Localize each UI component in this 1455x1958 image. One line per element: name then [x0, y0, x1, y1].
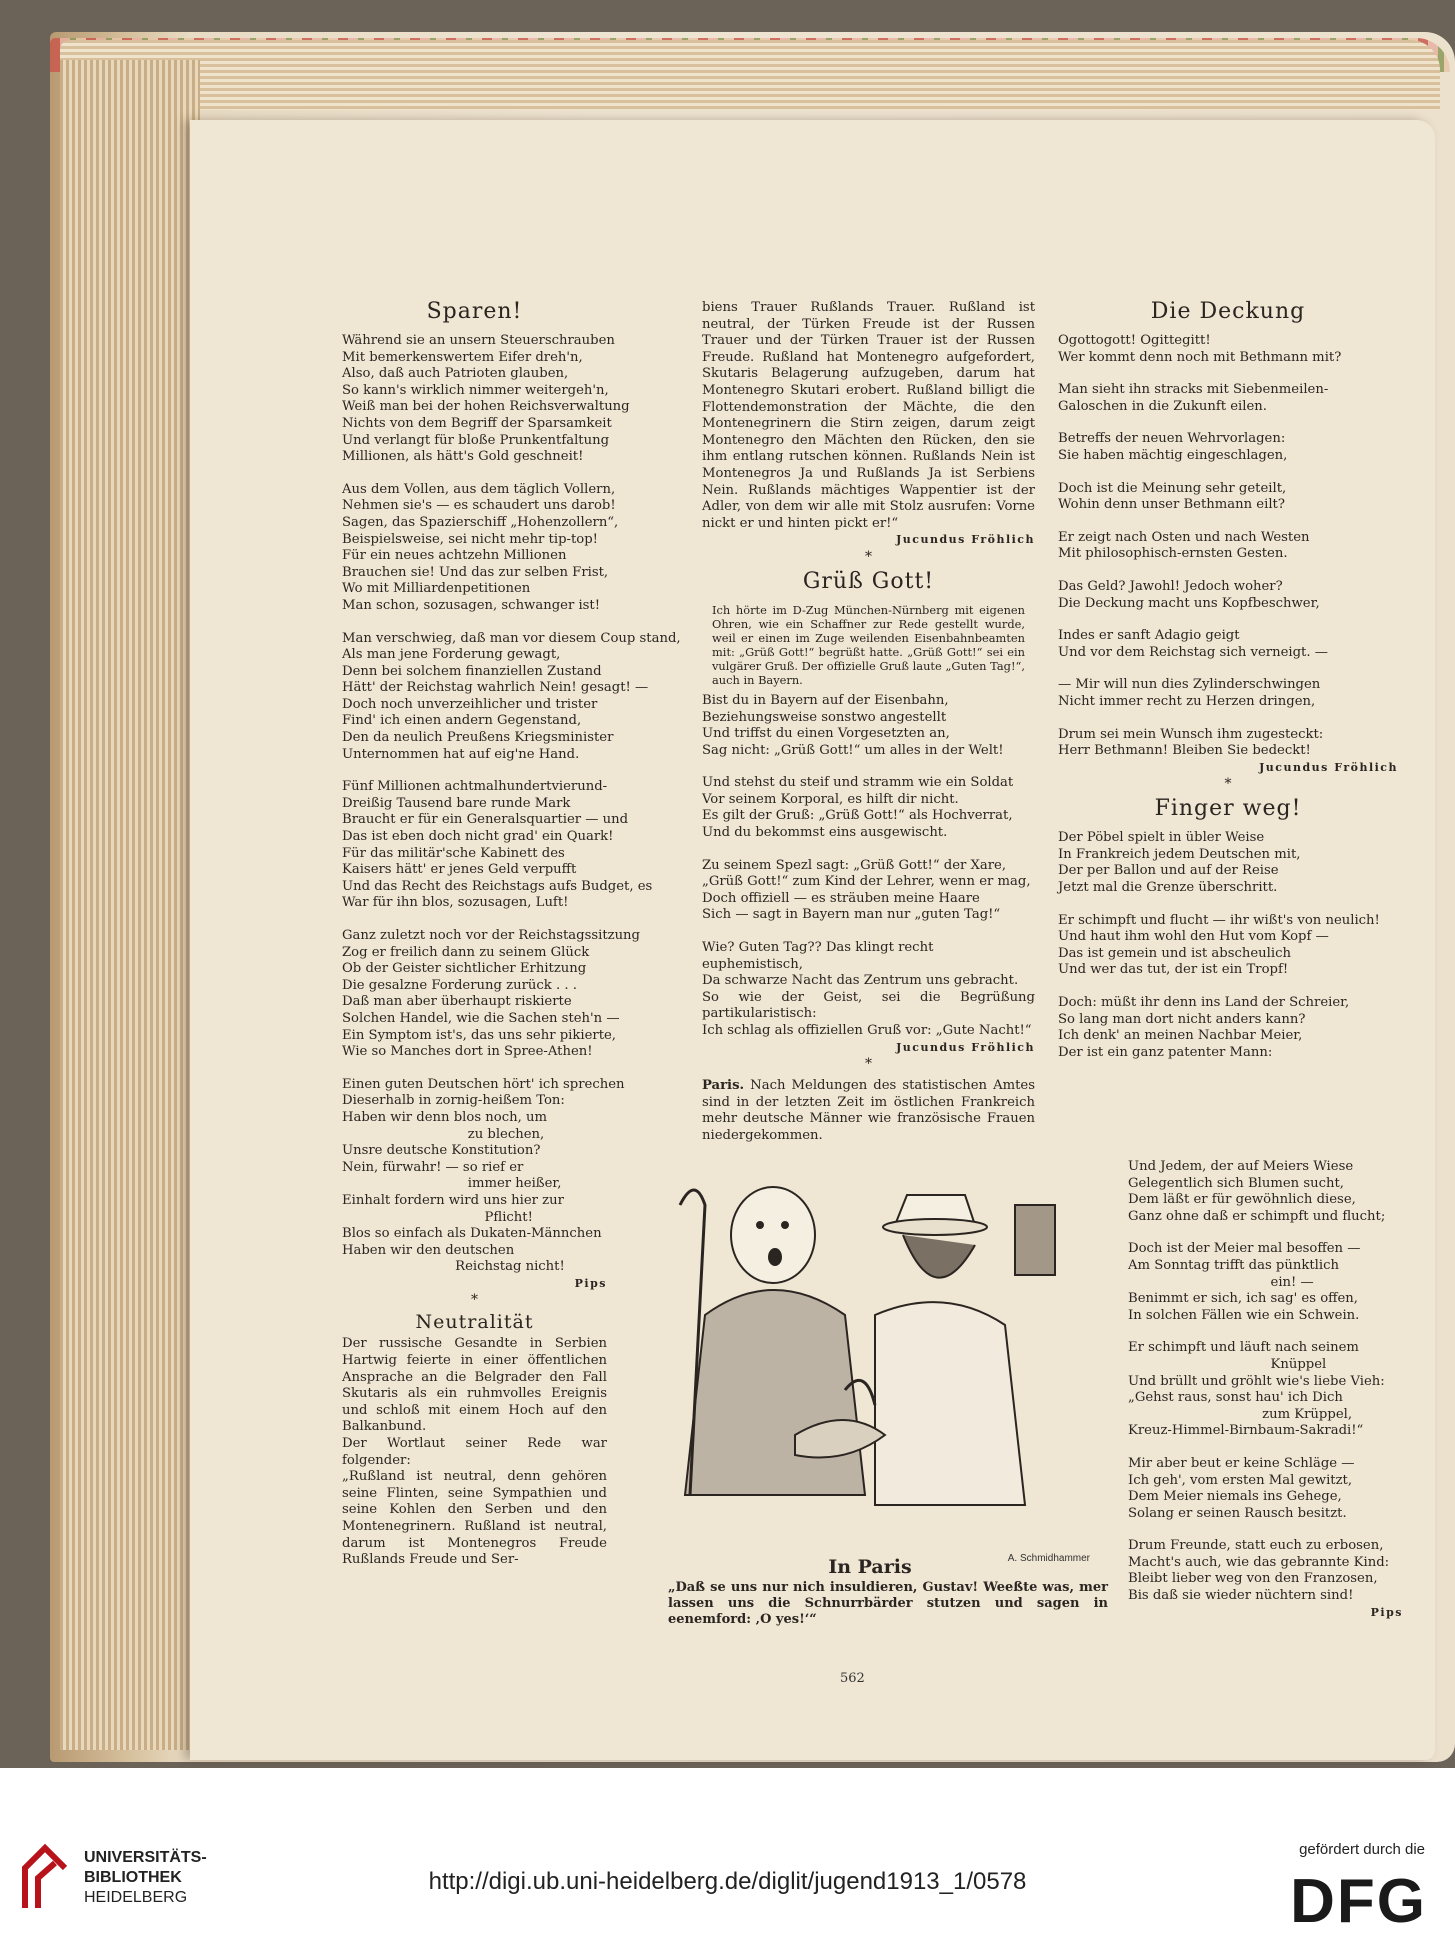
- sparen-line: Nehmen sie's — es schaudert uns darob!: [342, 498, 616, 514]
- finger-weg-line: Solang er seinen Rausch besitzt.: [1128, 1505, 1347, 1521]
- neutralitaet-paragraph: „Rußland ist neutral, denn gehören seine Flinten, seine Sympathien und seine Kohlen den Serben und den Montenegrinern. Rußland ist neutral, darum ist Montenegros Freude Rußlands Freude und Ser-: [342, 1469, 607, 1568]
- stanza-gap: [342, 763, 607, 779]
- cartoon-illustration: [645, 1165, 1100, 1564]
- deckung-line: Das Geld? Jawohl! Jedoch woher?: [1058, 578, 1283, 594]
- finger-weg-line: Mir aber beut er keine Schläge —: [1128, 1455, 1355, 1471]
- deckung-line: Wer kommt denn noch mit Bethmann mit?: [1058, 349, 1342, 365]
- sparen-line: Mit bemerkenswertem Eifer dreh'n,: [342, 349, 583, 365]
- sparen-line: Find' ich einen andern Gegenstand,: [342, 713, 582, 729]
- finger-weg-line: Drum Freunde, statt euch zu erbosen,: [1128, 1538, 1384, 1554]
- poem-title-sparen: Sparen!: [426, 299, 523, 324]
- sparen-line: Millionen, als hätt's Gold geschneit!: [342, 449, 584, 465]
- signature-jucundus-2: Jucundus Fröhlich: [1259, 760, 1398, 774]
- poem-title-finger-weg: Finger weg!: [1154, 796, 1302, 822]
- finger-weg-line: Jetzt mal die Grenze überschritt.: [1058, 880, 1278, 896]
- sparen-line: Wie so Manches dort in Spree-Athen!: [342, 1044, 593, 1060]
- deckung-line: Sie haben mächtig eingeschlagen,: [1058, 447, 1288, 463]
- sparen-line: Haben wir denn blos noch, um: [342, 1109, 547, 1125]
- finger-weg-line: Und wer das tut, der ist ein Tropf!: [1058, 962, 1289, 978]
- gruess-gott-line: Und stehst du steif und stramm wie ein Soldat: [702, 775, 1014, 791]
- deckung-line: — Mir will nun dies Zylinderschwingen: [1058, 677, 1321, 693]
- signature-jucundus: Jucundus Fröhlich: [896, 1040, 1035, 1054]
- separator-star: *: [865, 1056, 872, 1073]
- finger-weg-line: Knüppel: [1128, 1356, 1327, 1372]
- gruess-gott-line: Da schwarze Nacht das Zentrum uns gebracht.: [702, 973, 1019, 989]
- poem-intro: Ich hörte im D-Zug München-Nürnberg mit eigenen Ohren, wie ein Schaffner zur Rede gestellt wurde, weil er einen im Zuge weilenden Eisenbahnbeamten mit: „Grüß Gott!“ begrüßt hatte. „Grüß Gott!“ sei ein vulgärer Gruß. Der offizielle Gruß laute „Guten Tag!“, auch in Bayern.: [712, 602, 1025, 687]
- deckung-line: Man sieht ihn stracks mit Siebenmeilen-: [1058, 382, 1329, 398]
- stanza-gap: [702, 924, 1035, 940]
- gruess-gott-line: Sich — sagt in Bayern man nur „guten Tag!“: [702, 907, 1001, 923]
- stanza-gap: [1058, 415, 1398, 431]
- finger-weg-line: Das ist gemein und ist abscheulich: [1058, 945, 1291, 961]
- stanza-gap: [1128, 1324, 1403, 1340]
- article-continuation: biens Trauer Rußlands Trauer. Rußland ist neutral, der Türken Freude ist der Russen Trauer und der Türken Trauer ist der Russen Freude. Rußland hat Montenegro aufgefordert, Skutaris Belagerung aufzugeben, darum hat Montenegro Skutari erobert. Rußland billigt die Flottendemonstration der Mächte, die den Montenegrinern die Stirn zeigen, darum zeigt Montenegro den Mächten den Rücken, den sie ihm entlang rutschen können. Rußlands Nein ist Montenegros Ja und Rußlands Ja ist Serbiens Nein. Rußlands mächtiges Wappentier ist der Adler, von dem wir alle mit Stolz ausrufen: Vorne nickt er und hinten pickt er!“: [702, 300, 1035, 531]
- poem-finger-weg-part2: [1128, 1159, 1403, 1605]
- paris-heading: Paris.: [702, 1078, 745, 1094]
- source-url-link[interactable]: http://digi.ub.uni-heidelberg.de/diglit/jugend1913_1/0578: [428, 1868, 1027, 1895]
- stanza-gap: [1058, 979, 1398, 995]
- stanza-gap: [1128, 1225, 1403, 1241]
- footer-bar: [0, 1768, 1455, 1958]
- stanza-gap: [1058, 612, 1398, 628]
- sparen-line: Den da neulich Preußens Kriegsminister: [342, 730, 614, 746]
- finger-weg-line: Dem läßt er für gewöhnlich diese,: [1128, 1192, 1356, 1208]
- gruess-gott-line: Beziehungsweise sonstwo angestellt: [702, 709, 947, 725]
- gruess-gott-line: Zu seinem Spezl sagt: „Grüß Gott!“ der Xare,: [702, 857, 1007, 873]
- finger-weg-line: Bleibt lieber weg von den Franzosen,: [1128, 1571, 1378, 1587]
- sparen-line: Sagen, das Spazierschiff „Hohenzollern“,: [342, 514, 619, 530]
- paris-notice: [702, 1078, 1035, 1144]
- gruess-gott-line: Ich schlag als offiziellen Gruß vor: „Gute Nacht!“: [702, 1023, 1032, 1038]
- gruess-gott-line: Doch offiziell — es sträuben meine Haare: [702, 890, 980, 906]
- stanza-gap: [1058, 366, 1398, 382]
- finger-weg-line: Am Sonntag trifft das pünktlich: [1128, 1257, 1339, 1273]
- sparen-line: Also, daß auch Patrioten glauben,: [342, 366, 569, 382]
- separator-star: *: [1224, 776, 1232, 793]
- cartoon-caption: „Daß se uns nur nich insuldieren, Gustav! Weeßte was, mer lassen uns die Schnurrbärder stutzen und sagen in eenemford: ‚O yes!‘“: [668, 1580, 1108, 1627]
- finger-weg-line: „Gehst raus, sonst hau' ich Dich: [1128, 1390, 1343, 1406]
- sparen-line: Unsre deutsche Konstitution?: [342, 1143, 541, 1159]
- gruess-gott-line: Vor seinem Korporal, es hilft dir nicht.: [702, 791, 959, 807]
- finger-weg-line: zum Krüppel,: [1128, 1406, 1353, 1422]
- stanza-gap: [1058, 514, 1398, 530]
- finger-weg-line: So lang man dort nicht anders kann?: [1058, 1011, 1306, 1027]
- paris-text: Nach Meldungen des statistischen Amtes sind in der letzten Zeit im östlichen Frankreich mehr deutsche Männer wie französische Frauen niedergekommen.: [702, 1078, 1035, 1143]
- gruess-gott-line: Wie? Guten Tag?? Das klingt recht: [702, 940, 934, 956]
- sparen-line: Wo mit Milliardenpetitionen: [342, 581, 531, 597]
- sparen-line: Haben wir den deutschen: [342, 1242, 515, 1258]
- sparen-line: Während sie an unsern Steuerschrauben: [342, 333, 615, 348]
- deckung-line: Er zeigt nach Osten und nach Westen: [1058, 529, 1310, 545]
- poem-deckung: [1058, 333, 1398, 760]
- separator-star: *: [865, 548, 872, 565]
- sparen-line: immer heißer,: [342, 1176, 562, 1192]
- sparen-line: Dreißig Tausend bare runde Mark: [342, 795, 571, 811]
- finger-weg-line: Dem Meier niemals ins Gehege,: [1128, 1489, 1342, 1505]
- gruess-gott-line: Bist du in Bayern auf der Eisenbahn,: [702, 692, 949, 708]
- artist-signature: A. Schmidhammer: [1007, 1553, 1090, 1564]
- article-title-neutralitaet: Neutralität: [415, 1311, 534, 1334]
- university-line2: BIBLIOTHEK: [84, 1869, 182, 1886]
- sparen-line: Hätt' der Reichstag wahrlich Nein! gesagt! —: [342, 680, 649, 696]
- sparen-line: Beispielsweise, sei nicht mehr tip-top!: [342, 531, 598, 547]
- sparen-line: Für das militär'sche Kabinett des: [342, 845, 565, 861]
- sparen-line: Zog er freilich dann zu seinem Glück: [342, 944, 590, 960]
- poem-finger-weg-part1: [1058, 830, 1398, 1061]
- page-number: 562: [840, 1671, 865, 1686]
- finger-weg-line: Macht's auch, wie das gebrannte Kind:: [1128, 1554, 1390, 1570]
- sparen-line: Pflicht!: [342, 1209, 533, 1225]
- separator-star: *: [471, 1292, 478, 1309]
- finger-weg-line: Ich denk' an meinen Nachbar Meier,: [1058, 1028, 1303, 1044]
- finger-weg-line: In Frankreich jedem Deutschen mit,: [1058, 846, 1301, 862]
- sparen-line: Doch noch unverzeihlicher und trister: [342, 696, 598, 712]
- finger-weg-line: Ich geh', vom ersten Mal gewitzt,: [1128, 1472, 1353, 1488]
- page-stack-top: [60, 40, 1440, 110]
- stanza-gap: [342, 912, 607, 928]
- cartoon-drawing: [645, 1165, 1100, 1535]
- finger-weg-line: Er schimpft und läuft nach seinem: [1128, 1340, 1359, 1356]
- deckung-line: Und vor dem Reichstag sich verneigt. —: [1058, 644, 1328, 660]
- signature-frido: Jucundus Fröhlich: [896, 533, 1035, 547]
- poem-title-gruess-gott: Grüß Gott!: [802, 568, 935, 594]
- university-line1: UNIVERSITÄTS-: [84, 1849, 207, 1866]
- sparen-line: zu blechen,: [342, 1126, 545, 1142]
- sparen-line: Kaisers hätt' er jenes Geld verpufft: [342, 862, 577, 878]
- stanza-gap: [1058, 897, 1398, 913]
- sparen-line: Solchen Handel, wie die Sachen steh'n —: [342, 1010, 620, 1026]
- sparen-line: Fünf Millionen achtmalhundertvierund-: [342, 779, 608, 795]
- finger-weg-line: Gelegentlich sich Blumen sucht,: [1128, 1175, 1344, 1191]
- finger-weg-line: Und Jedem, der auf Meiers Wiese: [1128, 1159, 1354, 1174]
- sparen-line: Reichstag nicht!: [342, 1259, 565, 1275]
- finger-weg-line: Und haut ihm wohl den Hut vom Kopf —: [1058, 929, 1329, 945]
- gruess-gott-line: euphemistisch,: [702, 956, 803, 972]
- sparen-line: Und verlangt für bloße Prunkentfaltung: [342, 432, 610, 448]
- sparen-line: Man verschwieg, daß man vor diesem Coup stand,: [342, 630, 681, 646]
- gruess-gott-line: Sag nicht: „Grüß Gott!“ um alles in der Welt!: [702, 742, 1004, 758]
- sparen-line: Man schon, sozusagen, schwanger ist!: [342, 597, 601, 613]
- deckung-line: Nicht immer recht zu Herzen dringen,: [1058, 693, 1316, 709]
- deckung-line: Die Deckung macht uns Kopfbeschwer,: [1058, 595, 1320, 611]
- signature-pips: Pips: [574, 1276, 607, 1290]
- column-right-lower: [1128, 1159, 1403, 1621]
- gruess-gott-line: Es gilt der Gruß: „Grüß Gott!“ als Hochverrat,: [702, 808, 1013, 824]
- stanza-gap: [1058, 465, 1398, 481]
- gruess-gott-line: Und du bekommst eins ausgewischt.: [702, 825, 948, 841]
- finger-weg-line: Er schimpft und flucht — ihr wißt's von neulich!: [1058, 912, 1380, 928]
- column-left: [342, 295, 681, 1569]
- stanza-gap: [1128, 1522, 1403, 1538]
- sparen-line: Dieserhalb in zornig-heißem Ton:: [342, 1093, 565, 1109]
- sparen-line: Ob der Geister sichtlicher Erhitzung: [342, 961, 587, 977]
- sparen-line: Nein, fürwahr! — so rief er: [342, 1159, 524, 1175]
- finger-weg-line: Kreuz-Himmel-Birnbaum-Sakradi!“: [1128, 1423, 1364, 1439]
- sparen-line: Ein Symptom ist's, das uns sehr pikierte,: [342, 1027, 617, 1043]
- gruess-gott-line: So wie der Geist, sei die Begrüßung partikularistisch:: [702, 989, 1035, 1022]
- sparen-line: Das ist eben doch nicht grad' ein Quark!: [342, 829, 614, 845]
- sparen-line: Einen guten Deutschen hört' ich sprechen: [342, 1076, 625, 1092]
- funding-note: gefördert durch die: [1299, 1841, 1425, 1858]
- poem-gruess-gott: [702, 693, 1035, 1040]
- poem-sparen: [342, 333, 681, 1276]
- finger-weg-line: Der per Ballon und auf der Reise: [1058, 863, 1279, 879]
- stanza-gap: [342, 615, 607, 631]
- finger-weg-line: In solchen Fällen wie ein Schwein.: [1128, 1307, 1360, 1323]
- sparen-line: Einhalt fordern wird uns hier zur: [342, 1192, 564, 1208]
- stanza-gap: [1058, 563, 1398, 579]
- stanza-gap: [1058, 661, 1398, 677]
- finger-weg-line: Doch: müßt ihr denn ins Land der Schreier,: [1058, 995, 1350, 1011]
- finger-weg-line: Ganz ohne daß er schimpft und flucht;: [1128, 1208, 1386, 1224]
- deckung-line: Indes er sanft Adagio geigt: [1058, 628, 1240, 644]
- finger-weg-line: Doch ist der Meier mal besoffen —: [1128, 1241, 1361, 1257]
- column-middle: [702, 300, 1035, 1145]
- sparen-line: Aus dem Vollen, aus dem täglich Vollern,: [342, 481, 616, 497]
- university-line3: HEIDELBERG: [84, 1889, 188, 1906]
- poem-title-deckung: Die Deckung: [1150, 299, 1306, 324]
- stanza-gap: [702, 842, 1035, 858]
- finger-weg-line: ein! —: [1128, 1274, 1314, 1290]
- deckung-line: Betreffs der neuen Wehrvorlagen:: [1058, 431, 1286, 447]
- deckung-line: Wohin denn unser Bethmann eilt?: [1058, 497, 1285, 513]
- sparen-line: Weiß man bei der hohen Reichsverwaltung: [342, 399, 630, 415]
- deckung-line: Mit philosophisch-ernsten Gesten.: [1058, 546, 1288, 562]
- sparen-line: Denn bei solchem finanziellen Zustand: [342, 663, 602, 679]
- cartoon-title: In Paris: [828, 1556, 912, 1578]
- finger-weg-line: Bis daß sie wieder nüchtern sind!: [1128, 1588, 1354, 1604]
- sparen-line: Blos so einfach als Dukaten-Männchen: [342, 1226, 602, 1242]
- neutralitaet-paragraph: Der russische Gesandte in Serbien Hartwig feierte in einer öffentlichen Ansprache an die Belgrader den Fall Skutaris als ein ruhmvolles Ereignis und schloß mit einem Hoch auf den Balkanbund.: [342, 1336, 607, 1435]
- finger-weg-line: Benimmt er sich, ich sag' es offen,: [1128, 1291, 1358, 1307]
- gruess-gott-line: „Grüß Gott!“ zum Kind der Lehrer, wenn er mag,: [702, 874, 1031, 890]
- finger-weg-line: Der Pöbel spielt in übler Weise: [1058, 830, 1265, 846]
- stanza-gap: [702, 759, 1035, 775]
- stanza-gap: [342, 466, 607, 482]
- deckung-line: Ogottogott! Ogittegitt!: [1058, 333, 1211, 348]
- sparen-line: Die gesalzne Forderung zurück . . .: [342, 977, 577, 993]
- column-right: [1058, 295, 1398, 1061]
- neutralitaet-paragraph: Der Wortlaut seiner Rede war folgender:: [342, 1436, 607, 1468]
- stanza-gap: [342, 1061, 607, 1077]
- gruess-gott-line: Und triffst du einen Vorgesetzten an,: [702, 726, 950, 742]
- sparen-line: Und das Recht des Reichstags aufs Budget, es: [342, 878, 653, 894]
- stanza-gap: [1128, 1440, 1403, 1456]
- deckung-line: Herr Bethmann! Bleiben Sie bedeckt!: [1058, 743, 1311, 759]
- finger-weg-line: Der ist ein ganz patenter Mann:: [1058, 1044, 1273, 1060]
- sparen-line: Als man jene Forderung gewagt,: [342, 647, 561, 663]
- signature-pips-2: Pips: [1370, 1605, 1403, 1619]
- sparen-line: So kann's wirklich nimmer weitergeh'n,: [342, 382, 609, 398]
- stanza-gap: [1058, 711, 1398, 727]
- deckung-line: Drum sei mein Wunsch ihm zugesteckt:: [1058, 726, 1324, 742]
- sparen-line: Brauchen sie! Und das zur selben Frist,: [342, 564, 609, 580]
- sparen-line: Braucht er für ein Generalsquartier — und: [342, 812, 629, 828]
- page-stack-side: [60, 60, 200, 1750]
- article-neutralitaet: [342, 1336, 607, 1568]
- sparen-line: Ganz zuletzt noch vor der Reichstagssitzung: [342, 928, 640, 943]
- sparen-line: Daß man aber überhaupt riskierte: [342, 994, 572, 1010]
- dfg-logo: DFG: [1290, 1867, 1427, 1936]
- finger-weg-line: Und brüllt und gröhlt wie's liebe Vieh:: [1128, 1373, 1385, 1389]
- sparen-line: Unternommen hat auf eig'ne Hand.: [342, 746, 580, 762]
- sparen-line: Nichts von dem Begriff der Sparsamkeit: [342, 415, 612, 431]
- sparen-line: War für ihn blos, sozusagen, Luft!: [342, 895, 569, 911]
- deckung-line: Doch ist die Meinung sehr geteilt,: [1058, 480, 1287, 496]
- sparen-line: Für ein neues achtzehn Millionen: [342, 548, 567, 564]
- deckung-line: Galoschen in die Zukunft eilen.: [1058, 398, 1267, 414]
